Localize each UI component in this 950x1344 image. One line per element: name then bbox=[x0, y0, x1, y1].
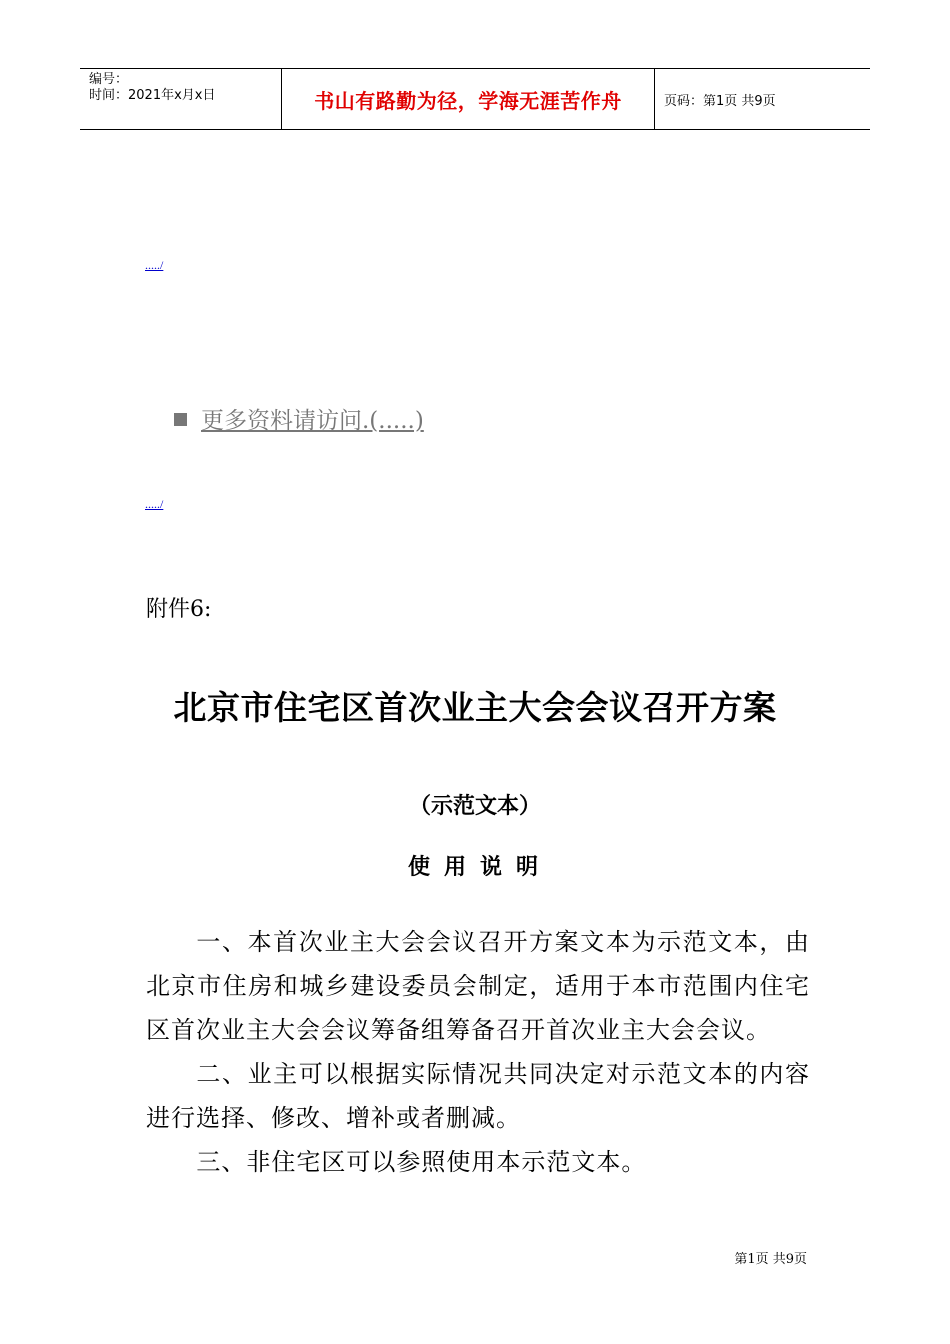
document-header bbox=[80, 68, 870, 130]
paragraph: 二、业主可以根据实际情况共同决定对示范文本的内容进行选择、修改、增补或者删减。 bbox=[146, 1060, 810, 1132]
number-label: 编号： bbox=[89, 72, 129, 87]
top-link[interactable]: ...../ bbox=[145, 258, 164, 272]
paragraph: 三、非住宅区可以参照使用本示范文本。 bbox=[196, 1148, 647, 1176]
header-meta bbox=[80, 69, 282, 129]
header-page-number: 页码：第1页 共9页 bbox=[664, 93, 776, 109]
page-footer: 第1页 共9页 bbox=[734, 1252, 807, 1267]
more-resources-text[interactable]: 更多资料请访问.(.....) bbox=[201, 408, 424, 434]
header-motto: 书山有路勤为径，学海无涯苦作舟 bbox=[282, 69, 655, 129]
square-bullet-icon bbox=[174, 413, 187, 426]
bottom-link[interactable]: ...../ bbox=[145, 497, 164, 511]
section-title: 使用说明 bbox=[407, 855, 552, 880]
paragraph: 一、本首次业主大会会议召开方案文本为示范文本，由北京市住房和城乡建设委员会制定，适用于本市范围内住宅区首次业主大会会议筹备组筹备召开首次业主大会会议。 bbox=[146, 928, 810, 1044]
document-body bbox=[146, 920, 810, 1184]
document-title: 北京市住宅区首次业主大会会议召开方案 bbox=[173, 688, 777, 727]
more-resources-link[interactable] bbox=[174, 402, 424, 435]
date-label: 时间：2021年x月x日 bbox=[89, 88, 216, 103]
document-subtitle: （示范文本） bbox=[408, 794, 541, 819]
attachment-label: 附件6: bbox=[146, 597, 212, 622]
